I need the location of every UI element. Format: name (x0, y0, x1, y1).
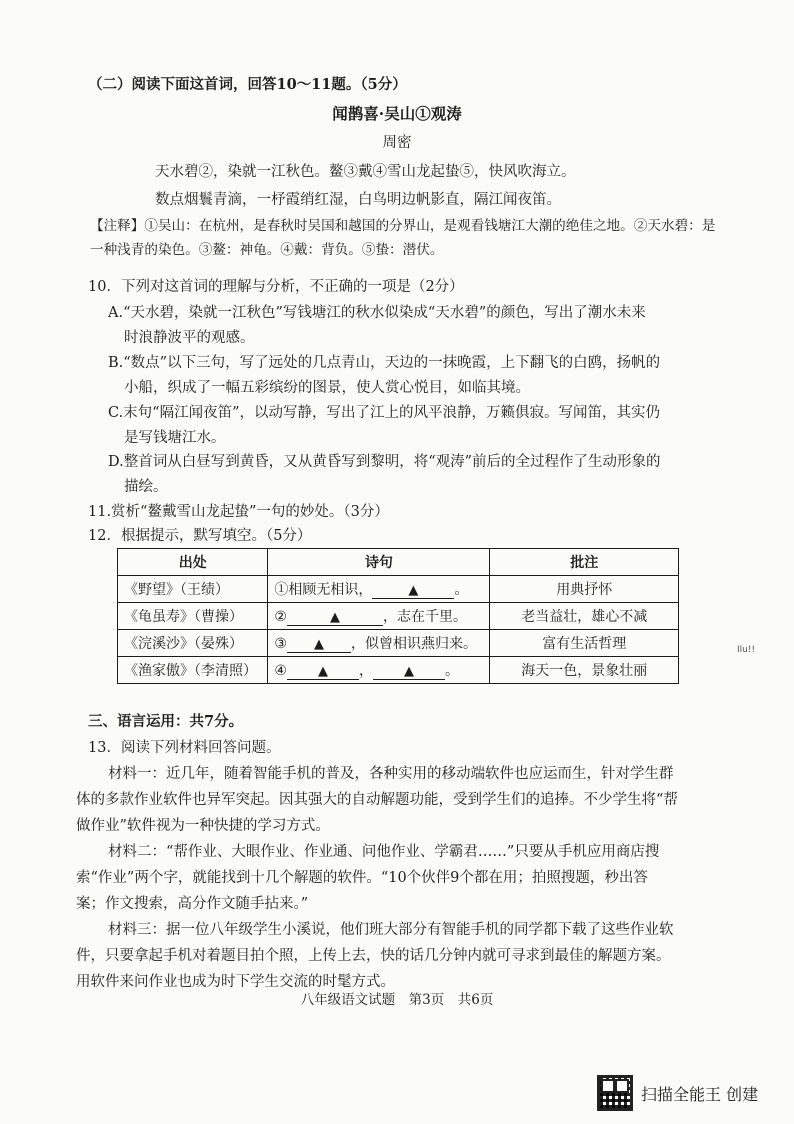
table-row (118, 657, 679, 684)
section2-heading: （二）阅读下面这首词，回答10～11题。（5分） (88, 76, 407, 93)
source-cell: 《渔家傲》（李清照） (118, 657, 268, 684)
verse-text: ①相顾无相识， (274, 582, 373, 598)
qr-code-icon (597, 1075, 633, 1111)
q12-stem: 12．根据提示，默写填空。（5分） (88, 528, 312, 544)
verse-cell (268, 576, 490, 603)
note-cell: 用典抒怀 (490, 576, 679, 603)
material-2-line-2: 索“作业”两个字，就能找到十几个解题的软件。“10个伙伴9个都在用；拍照搜题，秒出答 (76, 870, 648, 886)
q10-option-b-cont: 小船，织成了一幅五彩缤纷的图景，使人赏心悦目，如临其境。 (124, 380, 530, 396)
source-cell: 《浣溪沙》（晏殊） (118, 630, 268, 657)
verse-text: ② (274, 609, 287, 625)
verse-text: 。 (444, 663, 459, 679)
source-cell: 《野望》（王绩） (118, 576, 268, 603)
material-2-line-3: 案；作文搜索，高分作文随手拈来。” (76, 896, 309, 912)
dictation-table (117, 548, 679, 684)
q10-option-a: A.“天水碧，染就一江秋色”写钱塘江的秋水似染成“天水碧”的颜色，写出了潮水未来 (108, 305, 646, 321)
verse-cell (268, 630, 490, 657)
page-footer: 八年级语文试题 第3页 共6页 (300, 992, 494, 1008)
edge-scan-mark: Ilu!! (737, 645, 756, 655)
verse-text: ，志在千里。 (382, 609, 467, 625)
verse-text: ③ (274, 636, 287, 652)
verse-text: ④ (274, 663, 287, 679)
note-cell: 海天一色，景象壮丽 (490, 657, 679, 684)
q10-option-d: D.整首词从白昼写到黄昏，又从黄昏写到黎明，将“观涛”前后的全过程作了生动形象的 (108, 454, 661, 470)
source-cell: 《龟虽寿》（曹操） (118, 603, 268, 630)
verse-text: ， (358, 663, 373, 679)
answer-blank[interactable] (287, 609, 383, 626)
poem-line-1: 天水碧②，染就一江秋色。鳌③戴④雪山龙起蛰⑤，快风吹海立。 (155, 164, 576, 180)
q10-option-a-cont: 时浪静波平的观感。 (124, 330, 255, 346)
column-header-source: 出处 (118, 549, 268, 576)
triangle-marker-icon: ▲ (403, 664, 414, 679)
answer-blank[interactable] (372, 582, 454, 599)
answer-blank[interactable] (287, 636, 351, 653)
poem-title: 闻鹊喜·吴山①观涛 (332, 104, 462, 123)
material-3-line-1: 材料三：据一位八年级学生小溪说，他们班大部分有智能手机的同学都下载了这些作业软 (108, 922, 674, 938)
material-3-line-3: 用软件来问作业也成为时下学生交流的时髦方式。 (76, 974, 395, 990)
q11-stem: 11.赏析“鳌戴雪山龙起蛰”一句的妙处。（3分） (88, 504, 389, 520)
poem-line-2: 数点烟鬟青滴，一杼霞绡红湿，白鸟明边帆影直，隔江闻夜笛。 (155, 192, 561, 208)
table-row (118, 630, 679, 657)
verse-cell (268, 657, 490, 684)
q13-stem: 13．阅读下列材料回答问题。 (88, 740, 281, 756)
table-header-row (118, 549, 679, 576)
q10-option-c: C.末句“隔江闻夜笛”，以动写静，写出了江上的风平浪静，万籁俱寂。写闻笛，其实仍 (108, 405, 661, 421)
triangle-marker-icon: ▲ (329, 610, 340, 625)
answer-blank[interactable] (373, 663, 445, 680)
annotation-line-1: 【注释】①吴山：在杭州，是春秋时吴国和越国的分界山，是观看钱塘江大潮的绝佳之地。②天水碧：是 (90, 218, 716, 234)
verse-cell (268, 603, 490, 630)
material-1-line-3: 做作业”软件视为一种快捷的学习方式。 (76, 818, 330, 834)
column-header-note: 批注 (490, 549, 679, 576)
material-1-line-2: 体的多款作业软件也异军突起。因其强大的自动解题功能，受到学生们的追捧。不少学生将“帮 (76, 792, 678, 808)
table-row (118, 576, 679, 603)
material-2-line-1: 材料二：“帮作业、大眼作业、作业通、问他作业、学霸君……”只要从手机应用商店搜 (108, 844, 660, 860)
column-header-verse: 诗句 (268, 549, 490, 576)
material-3-line-2: 件，只要拿起手机对着题目拍个照，上传上去，快的话几分钟内就可寻求到最佳的解题方案。 (76, 948, 671, 964)
annotation-line-2: 一种浅青的染色。③鳌：神龟。④戴：背负。⑤蛰：潜伏。 (90, 242, 444, 258)
note-cell: 富有生活哲理 (490, 630, 679, 657)
note-cell: 老当益壮，雄心不减 (490, 603, 679, 630)
table-row (118, 603, 679, 630)
answer-blank[interactable] (287, 663, 359, 680)
q10-option-c-cont: 是写钱塘江水。 (124, 430, 226, 446)
poem-author: 周密 (382, 135, 412, 151)
q10-stem: 10．下列对这首词的理解与分析，不正确的一项是（2分） (88, 279, 464, 295)
triangle-marker-icon: ▲ (317, 664, 328, 679)
section3-heading: 三、语言运用：共7分。 (88, 713, 244, 730)
q10-option-b: B.“数点”以下三句，写了远处的几点青山，天边的一抹晚霞，上下翻飞的白鸥，扬帆的 (108, 355, 661, 371)
verse-text: 。 (454, 582, 469, 598)
triangle-marker-icon: ▲ (313, 637, 324, 652)
material-1-line-1: 材料一：近几年，随着智能手机的普及，各种实用的移动端软件也应运而生，针对学生群 (108, 766, 674, 782)
q10-option-d-cont: 描绘。 (124, 479, 168, 495)
verse-text: ，似曾相识燕归来。 (350, 636, 477, 652)
triangle-marker-icon: ▲ (408, 583, 419, 598)
scanner-watermark: 扫描全能王 创建 (641, 1085, 759, 1104)
